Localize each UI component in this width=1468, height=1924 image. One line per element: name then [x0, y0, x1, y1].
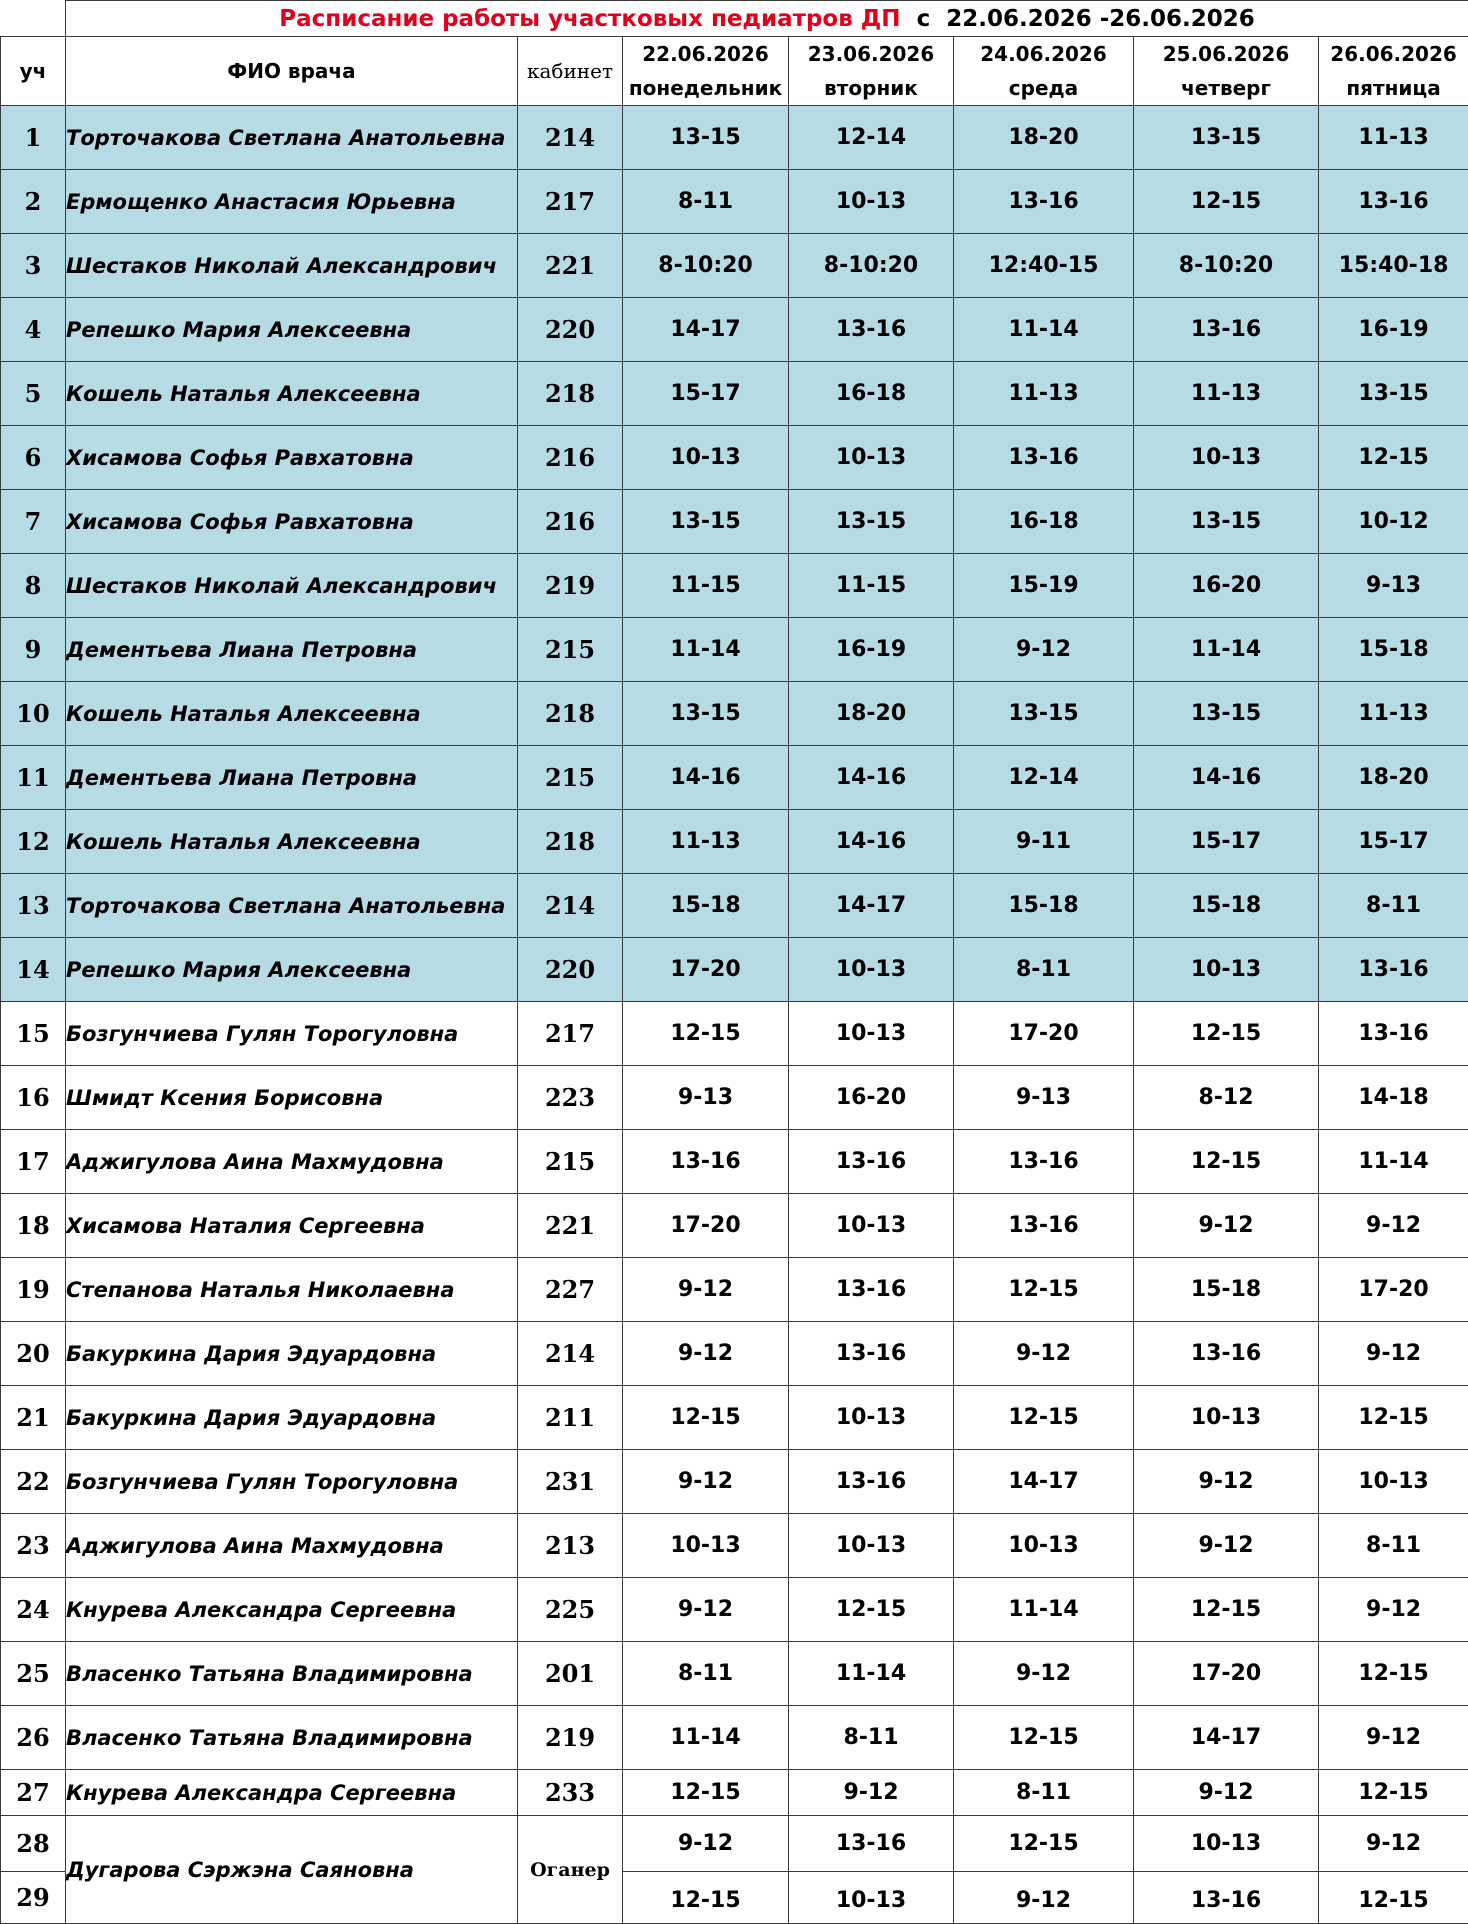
table-row [1, 1258, 1468, 1322]
doctor-name: Кошель Наталья Алексеевна [66, 362, 518, 426]
time-slot: 17-20 [623, 938, 789, 1002]
time-slot: 13-16 [1134, 1322, 1319, 1386]
time-slot: 13-16 [954, 1130, 1134, 1194]
district-number: 18 [1, 1194, 66, 1258]
district-number: 21 [1, 1386, 66, 1450]
day-weekday: вторник [789, 71, 953, 105]
time-slot: 8-10:20 [789, 234, 954, 298]
time-slot: 12-15 [623, 1872, 789, 1924]
doctor-name: Хисамова Софья Равхатовна [66, 426, 518, 490]
cabinet-number: 217 [518, 1002, 623, 1066]
time-slot: 16-18 [789, 362, 954, 426]
table-row [1, 1194, 1468, 1258]
time-slot: 9-12 [954, 1322, 1134, 1386]
time-slot: 15-18 [954, 874, 1134, 938]
time-slot: 13-16 [1319, 938, 1468, 1002]
district-number: 12 [1, 810, 66, 874]
district-number: 3 [1, 234, 66, 298]
district-number: 7 [1, 490, 66, 554]
time-slot: 11-13 [1319, 106, 1468, 170]
time-slot: 13-15 [1134, 106, 1319, 170]
table-row [1, 554, 1468, 618]
cabinet-number: 231 [518, 1450, 623, 1514]
district-number: 5 [1, 362, 66, 426]
day-weekday: понедельник [623, 71, 788, 105]
time-slot: 15-17 [623, 362, 789, 426]
time-slot: 13-16 [623, 1130, 789, 1194]
cabinet-number: 216 [518, 490, 623, 554]
time-slot: 10-13 [789, 1386, 954, 1450]
time-slot: 13-16 [789, 1450, 954, 1514]
table-row [1, 1450, 1468, 1514]
district-number: 28 [1, 1816, 66, 1872]
time-slot: 10-13 [1319, 1450, 1468, 1514]
cabinet-number: 214 [518, 106, 623, 170]
header-day-thu [1134, 37, 1319, 106]
time-slot: 15-18 [1134, 1258, 1319, 1322]
doctor-name: Шестаков Николай Александрович [66, 234, 518, 298]
day-date: 24.06.2026 [954, 37, 1133, 71]
doctor-name: Торточакова Светлана Анатольевна [66, 874, 518, 938]
district-number: 2 [1, 170, 66, 234]
time-slot: 13-16 [954, 170, 1134, 234]
district-number: 23 [1, 1514, 66, 1578]
time-slot: 9-12 [623, 1816, 789, 1872]
title-row [1, 1, 1468, 37]
doctor-name: Власенко Татьяна Владимировна [66, 1706, 518, 1770]
table-row [1, 1002, 1468, 1066]
day-date: 26.06.2026 [1319, 37, 1468, 71]
doctor-name: Ермощенко Анастасия Юрьевна [66, 170, 518, 234]
time-slot: 15-18 [1134, 874, 1319, 938]
cabinet-number: 215 [518, 618, 623, 682]
time-slot: 18-20 [789, 682, 954, 746]
table-row [1, 490, 1468, 554]
table-row [1, 1770, 1468, 1816]
time-slot: 10-13 [789, 1002, 954, 1066]
table-row [1, 1514, 1468, 1578]
time-slot: 8-11 [954, 938, 1134, 1002]
header-row [1, 37, 1468, 106]
time-slot: 12-15 [1134, 170, 1319, 234]
cabinet-number: 220 [518, 298, 623, 362]
time-slot: 11-15 [789, 554, 954, 618]
time-slot: 12-14 [954, 746, 1134, 810]
cabinet-number: 218 [518, 682, 623, 746]
time-slot: 9-13 [1319, 554, 1468, 618]
time-slot: 15-18 [1319, 618, 1468, 682]
time-slot: 13-16 [954, 426, 1134, 490]
time-slot: 11-13 [1319, 682, 1468, 746]
table-row [1, 874, 1468, 938]
district-number: 25 [1, 1642, 66, 1706]
time-slot: 15-17 [1134, 810, 1319, 874]
doctor-name: Хисамова Наталия Сергеевна [66, 1194, 518, 1258]
district-number: 1 [1, 106, 66, 170]
time-slot: 12-15 [1134, 1130, 1319, 1194]
time-slot: 11-14 [623, 1706, 789, 1770]
time-slot: 13-16 [1319, 170, 1468, 234]
district-number: 27 [1, 1770, 66, 1816]
time-slot: 15-18 [623, 874, 789, 938]
doctor-name: Торточакова Светлана Анатольевна [66, 106, 518, 170]
time-slot: 8-11 [623, 170, 789, 234]
table-row [1, 234, 1468, 298]
time-slot: 10-13 [789, 1872, 954, 1924]
time-slot: 12-15 [954, 1816, 1134, 1872]
time-slot: 11-14 [1319, 1130, 1468, 1194]
cabinet-number: 218 [518, 362, 623, 426]
time-slot: 9-12 [623, 1578, 789, 1642]
doctor-name: Дементьева Лиана Петровна [66, 746, 518, 810]
time-slot: 13-16 [789, 298, 954, 362]
time-slot: 18-20 [1319, 746, 1468, 810]
cabinet-number: 219 [518, 1706, 623, 1770]
time-slot: 9-12 [1319, 1578, 1468, 1642]
time-slot: 13-16 [789, 1258, 954, 1322]
district-number: 6 [1, 426, 66, 490]
header-day-tue [789, 37, 954, 106]
cabinet-number: 218 [518, 810, 623, 874]
time-slot: 12-15 [1319, 1770, 1468, 1816]
time-slot: 8-12 [1134, 1066, 1319, 1130]
time-slot: 14-16 [789, 746, 954, 810]
time-slot: 12-15 [623, 1002, 789, 1066]
day-date: 25.06.2026 [1134, 37, 1318, 71]
time-slot: 9-12 [623, 1258, 789, 1322]
table-row [1, 298, 1468, 362]
cabinet-number: 215 [518, 1130, 623, 1194]
doctor-name: Бакуркина Дария Эдуардовна [66, 1386, 518, 1450]
district-number: 11 [1, 746, 66, 810]
time-slot: 16-18 [954, 490, 1134, 554]
time-slot: 8-11 [1319, 1514, 1468, 1578]
doctor-name: Бакуркина Дария Эдуардовна [66, 1322, 518, 1386]
table-row [1, 746, 1468, 810]
cabinet-number: 221 [518, 1194, 623, 1258]
time-slot: 10-13 [1134, 938, 1319, 1002]
doctor-name: Шестаков Николай Александрович [66, 554, 518, 618]
time-slot: 10-13 [623, 1514, 789, 1578]
district-number: 14 [1, 938, 66, 1002]
doctor-name: Бозгунчиева Гулян Торогуловна [66, 1002, 518, 1066]
time-slot: 9-12 [954, 1642, 1134, 1706]
time-slot: 13-15 [789, 490, 954, 554]
time-slot: 14-17 [789, 874, 954, 938]
cabinet-number: 220 [518, 938, 623, 1002]
cabinet-number: 214 [518, 874, 623, 938]
time-slot: 15:40-18 [1319, 234, 1468, 298]
title-from: с [917, 6, 931, 32]
time-slot: 13-15 [1319, 362, 1468, 426]
time-slot: 14-16 [789, 810, 954, 874]
time-slot: 9-12 [1134, 1514, 1319, 1578]
time-slot: 17-20 [1319, 1258, 1468, 1322]
day-date: 23.06.2026 [789, 37, 953, 71]
time-slot: 11-14 [954, 1578, 1134, 1642]
time-slot: 14-17 [954, 1450, 1134, 1514]
time-slot: 13-16 [789, 1322, 954, 1386]
table-row [1, 1130, 1468, 1194]
time-slot: 12-15 [954, 1258, 1134, 1322]
district-number: 15 [1, 1002, 66, 1066]
table-row [1, 1322, 1468, 1386]
doctor-name: Кошель Наталья Алексеевна [66, 810, 518, 874]
time-slot: 9-12 [623, 1450, 789, 1514]
corner-cell [1, 1, 66, 37]
cabinet-number: 225 [518, 1578, 623, 1642]
time-slot: 10-13 [789, 426, 954, 490]
header-uch: уч [1, 37, 66, 106]
district-number: 9 [1, 618, 66, 682]
time-slot: 10-13 [954, 1514, 1134, 1578]
cabinet-number: 219 [518, 554, 623, 618]
district-number: 13 [1, 874, 66, 938]
header-day-wed [954, 37, 1134, 106]
district-number: 8 [1, 554, 66, 618]
district-number: 16 [1, 1066, 66, 1130]
time-slot: 9-12 [1134, 1770, 1319, 1816]
time-slot: 17-20 [623, 1194, 789, 1258]
district-number: 17 [1, 1130, 66, 1194]
time-slot: 18-20 [954, 106, 1134, 170]
time-slot: 9-12 [954, 1872, 1134, 1924]
doctor-name: Аджигулова Аина Махмудовна [66, 1130, 518, 1194]
time-slot: 10-12 [1319, 490, 1468, 554]
time-slot: 15-17 [1319, 810, 1468, 874]
time-slot: 8-10:20 [1134, 234, 1319, 298]
time-slot: 11-14 [954, 298, 1134, 362]
time-slot: 13-15 [623, 490, 789, 554]
time-slot: 13-15 [1134, 490, 1319, 554]
table-row [1, 170, 1468, 234]
doctor-name: Аджигулова Аина Махмудовна [66, 1514, 518, 1578]
district-number: 29 [1, 1872, 66, 1924]
time-slot: 12-15 [1134, 1578, 1319, 1642]
time-slot: 13-16 [1134, 298, 1319, 362]
time-slot: 12-15 [623, 1770, 789, 1816]
doctor-name: Кнурева Александра Сергеевна [66, 1770, 518, 1816]
header-day-mon [623, 37, 789, 106]
header-cabinet: кабинет [518, 37, 623, 106]
day-weekday: пятница [1319, 71, 1468, 105]
time-slot: 12-15 [954, 1386, 1134, 1450]
time-slot: 14-17 [623, 298, 789, 362]
time-slot: 13-16 [954, 1194, 1134, 1258]
time-slot: 13-16 [1134, 1872, 1319, 1924]
doctor-name: Дементьева Лиана Петровна [66, 618, 518, 682]
time-slot: 12-15 [1319, 426, 1468, 490]
cabinet-number: 227 [518, 1258, 623, 1322]
doctor-name: Власенко Татьяна Владимировна [66, 1642, 518, 1706]
time-slot: 10-13 [1134, 1386, 1319, 1450]
time-slot: 13-15 [623, 682, 789, 746]
time-slot: 11-14 [1134, 618, 1319, 682]
time-slot: 12-15 [1319, 1386, 1468, 1450]
time-slot: 11-14 [623, 618, 789, 682]
time-slot: 9-12 [1134, 1194, 1319, 1258]
district-number: 26 [1, 1706, 66, 1770]
cabinet-number: 215 [518, 746, 623, 810]
table-row [1, 938, 1468, 1002]
time-slot: 8-11 [1319, 874, 1468, 938]
time-slot: 8-10:20 [623, 234, 789, 298]
table-row [1, 426, 1468, 490]
time-slot: 10-13 [789, 1514, 954, 1578]
district-number: 10 [1, 682, 66, 746]
title-main: Расписание работы участковых педиатров ДП [279, 6, 900, 32]
time-slot: 9-12 [623, 1322, 789, 1386]
doctor-name: Хисамова Софья Равхатовна [66, 490, 518, 554]
time-slot: 13-16 [789, 1130, 954, 1194]
table-row [1, 810, 1468, 874]
doctor-name: Репешко Мария Алексеевна [66, 298, 518, 362]
cabinet-number: 213 [518, 1514, 623, 1578]
time-slot: 12-14 [789, 106, 954, 170]
cabinet-number: 223 [518, 1066, 623, 1130]
time-slot: 10-13 [1134, 426, 1319, 490]
time-slot: 17-20 [954, 1002, 1134, 1066]
time-slot: 11-15 [623, 554, 789, 618]
cabinet-number: Оганер [518, 1816, 623, 1924]
time-slot: 12-15 [1319, 1872, 1468, 1924]
time-slot: 14-17 [1134, 1706, 1319, 1770]
time-slot: 10-13 [1134, 1816, 1319, 1872]
doctor-name: Степанова Наталья Николаевна [66, 1258, 518, 1322]
time-slot: 13-15 [1134, 682, 1319, 746]
time-slot: 8-11 [954, 1770, 1134, 1816]
time-slot: 12-15 [1319, 1642, 1468, 1706]
header-day-fri [1319, 37, 1468, 106]
time-slot: 13-16 [789, 1816, 954, 1872]
time-slot: 13-15 [954, 682, 1134, 746]
table-row [1, 362, 1468, 426]
cabinet-number: 201 [518, 1642, 623, 1706]
table-row [1, 1642, 1468, 1706]
time-slot: 15-19 [954, 554, 1134, 618]
time-slot: 14-18 [1319, 1066, 1468, 1130]
doctor-name: Кнурева Александра Сергеевна [66, 1578, 518, 1642]
time-slot: 9-12 [1319, 1706, 1468, 1770]
time-slot: 9-12 [954, 618, 1134, 682]
time-slot: 9-12 [1319, 1322, 1468, 1386]
time-slot: 17-20 [1134, 1642, 1319, 1706]
time-slot: 10-13 [789, 170, 954, 234]
time-slot: 10-13 [789, 938, 954, 1002]
time-slot: 16-19 [789, 618, 954, 682]
table-row [1, 1066, 1468, 1130]
doctor-name: Репешко Мария Алексеевна [66, 938, 518, 1002]
cabinet-number: 233 [518, 1770, 623, 1816]
time-slot: 9-13 [954, 1066, 1134, 1130]
time-slot: 9-12 [1319, 1194, 1468, 1258]
time-slot: 11-13 [623, 810, 789, 874]
title-dates: 22.06.2026 -26.06.2026 [946, 6, 1255, 32]
day-date: 22.06.2026 [623, 37, 788, 71]
doctor-name: Бозгунчиева Гулян Торогуловна [66, 1450, 518, 1514]
cabinet-number: 214 [518, 1322, 623, 1386]
time-slot: 12-15 [954, 1706, 1134, 1770]
time-slot: 12-15 [1134, 1002, 1319, 1066]
time-slot: 12-15 [623, 1386, 789, 1450]
time-slot: 13-15 [623, 106, 789, 170]
time-slot: 16-20 [1134, 554, 1319, 618]
table-row [1, 682, 1468, 746]
schedule-title [66, 1, 1468, 37]
table-row [1, 618, 1468, 682]
cabinet-number: 216 [518, 426, 623, 490]
header-name: ФИО врача [66, 37, 518, 106]
doctor-name: Кошель Наталья Алексеевна [66, 682, 518, 746]
time-slot: 11-14 [789, 1642, 954, 1706]
time-slot: 9-13 [623, 1066, 789, 1130]
time-slot: 8-11 [623, 1642, 789, 1706]
time-slot: 11-13 [954, 362, 1134, 426]
time-slot: 12-15 [789, 1578, 954, 1642]
time-slot: 11-13 [1134, 362, 1319, 426]
time-slot: 9-12 [789, 1770, 954, 1816]
time-slot: 9-12 [1319, 1816, 1468, 1872]
table-row [1, 106, 1468, 170]
time-slot: 14-16 [1134, 746, 1319, 810]
time-slot: 16-20 [789, 1066, 954, 1130]
table-row [1, 1816, 1468, 1872]
time-slot: 9-12 [1134, 1450, 1319, 1514]
day-weekday: четверг [1134, 71, 1318, 105]
district-number: 4 [1, 298, 66, 362]
cabinet-number: 221 [518, 234, 623, 298]
time-slot: 10-13 [789, 1194, 954, 1258]
time-slot: 12:40-15 [954, 234, 1134, 298]
doctor-name: Шмидт Ксения Борисовна [66, 1066, 518, 1130]
cabinet-number: 217 [518, 170, 623, 234]
cabinet-number: 211 [518, 1386, 623, 1450]
district-number: 20 [1, 1322, 66, 1386]
time-slot: 9-11 [954, 810, 1134, 874]
time-slot: 16-19 [1319, 298, 1468, 362]
time-slot: 13-16 [1319, 1002, 1468, 1066]
table-row [1, 1706, 1468, 1770]
time-slot: 14-16 [623, 746, 789, 810]
district-number: 22 [1, 1450, 66, 1514]
table-row [1, 1578, 1468, 1642]
day-weekday: среда [954, 71, 1133, 105]
doctor-name: Дугарова Сэржэна Саяновна [66, 1816, 518, 1924]
table-row [1, 1386, 1468, 1450]
district-number: 19 [1, 1258, 66, 1322]
time-slot: 8-11 [789, 1706, 954, 1770]
time-slot: 10-13 [623, 426, 789, 490]
district-number: 24 [1, 1578, 66, 1642]
